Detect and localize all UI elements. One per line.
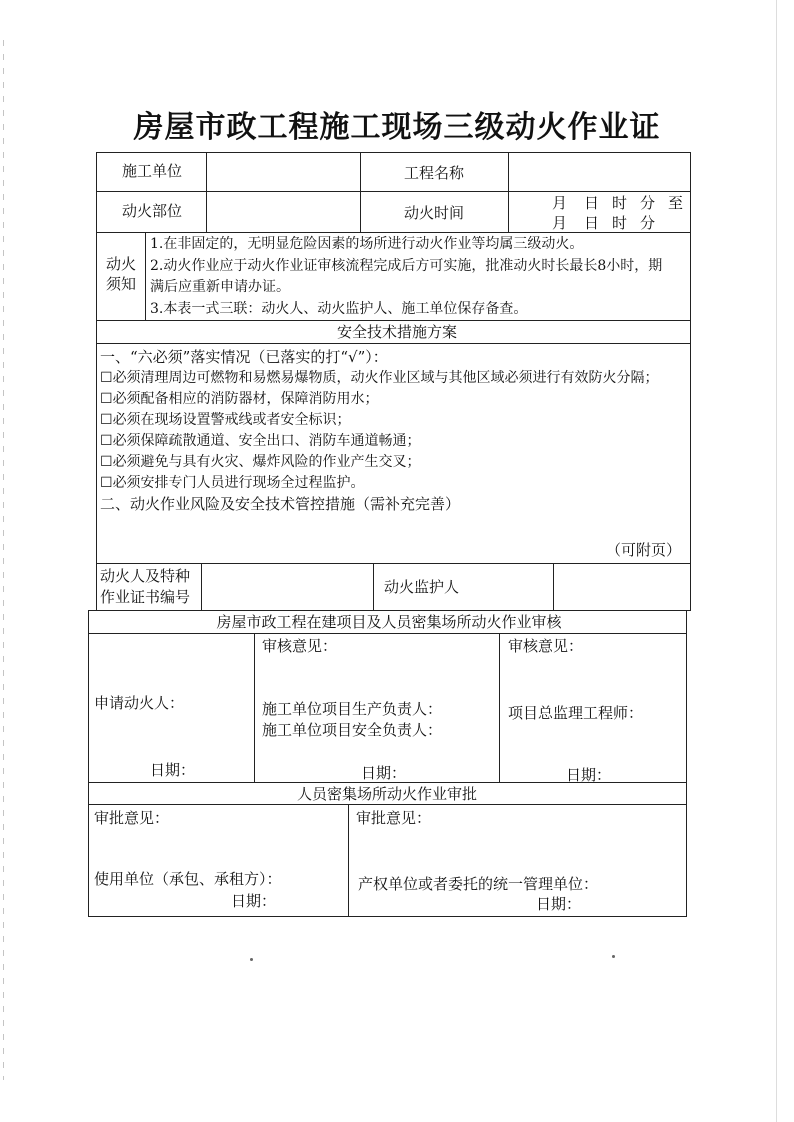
notice-line-4: 3.本表一式三联：动火人、动火监护人、施工单位保存备查。 (150, 301, 528, 317)
row-line-bottom (88, 916, 687, 917)
time-day-2: 日 (584, 214, 600, 232)
checklist-item-6[interactable] (100, 473, 365, 493)
checklist-item-5[interactable] (100, 452, 421, 472)
project-name-field[interactable] (510, 156, 688, 188)
document-title: 房屋市政工程施工现场三级动火作业证 (133, 110, 661, 145)
risk-measures-field[interactable] (100, 516, 680, 540)
notice-label-2: 须知 (106, 275, 137, 293)
notice-label-1: 动火 (106, 255, 137, 273)
approval-date-2: 日期： (536, 895, 582, 913)
review-date-2: 日期： (566, 766, 612, 784)
user-unit-label: 使用单位（承包、承租方）： (94, 870, 282, 888)
approval-date-1: 日期： (231, 892, 277, 910)
applicant-date: 日期： (150, 761, 196, 779)
people-col-2 (373, 563, 374, 610)
checklist-item-text: 必须配备相应的消防器材，保障消防用水； (112, 391, 379, 407)
supervisor-label: 动火监护人 (384, 578, 460, 596)
checklist-item-3[interactable] (100, 410, 351, 430)
notice-line-2: 2.动火作业应于动火作业证审核流程完成后方可实施，批准动火时长最长8小时，期 (150, 258, 663, 274)
review-col-2 (499, 633, 500, 782)
time-hour-1: 时 (612, 194, 628, 212)
review-opinion-2: 审核意见： (508, 637, 584, 655)
right-border-lower (686, 610, 687, 916)
fire-location-field[interactable] (206, 195, 358, 229)
left-border (96, 152, 97, 611)
operator-field[interactable] (202, 566, 372, 608)
construction-unit-field[interactable] (206, 156, 358, 188)
attach-note: （可附页） (606, 541, 682, 559)
notice-line-1: 1.在非固定的，无明显危险因素的场所进行动火作业等均属三级动火。 (150, 236, 584, 252)
time-to: 至 (668, 194, 684, 212)
review-opinion-1: 审核意见： (262, 637, 338, 655)
operator-label-1: 动火人及特种 (100, 567, 191, 585)
time-day-1: 日 (584, 194, 600, 212)
scan-dot (250, 958, 253, 961)
row-line-2 (96, 232, 691, 233)
time-minute-1: 分 (640, 194, 656, 212)
approval-col (348, 804, 349, 916)
checklist-item-text: 必须保障疏散通道、安全出口、消防车通道畅通； (112, 433, 421, 449)
right-border (690, 152, 691, 611)
fire-time-label: 动火时间 (404, 204, 465, 222)
checklist-item-1[interactable] (100, 368, 659, 388)
review-heading: 房屋市政工程在建项目及人员密集场所动火作业审核 (216, 613, 562, 631)
fire-location-label: 动火部位 (122, 202, 183, 220)
checkbox-icon[interactable]: ☐ (100, 370, 113, 386)
row-line-4 (96, 343, 691, 344)
checkbox-icon[interactable]: ☐ (100, 412, 113, 428)
chief-supervisor-label: 项目总监理工程师： (508, 704, 644, 722)
operator-label-2: 作业证书编号 (100, 588, 191, 606)
people-col-3 (553, 563, 554, 610)
checklist-item-text: 必须避免与具有火灾、爆炸风险的作业产生交叉； (112, 454, 421, 470)
checklist-item-text: 必须清理周边可燃物和易燃易爆物质，动火作业区域与其他区域必须进行有效防火分隔； (112, 370, 659, 386)
col-line-2 (360, 152, 361, 232)
col-line-3 (508, 152, 509, 232)
scan-dot (612, 955, 615, 958)
time-minute-2: 分 (640, 214, 656, 232)
production-head-label: 施工单位项目生产负责人： (262, 700, 443, 718)
checklist-item-4[interactable] (100, 431, 421, 451)
review-date-1: 日期： (361, 764, 407, 782)
time-hour-2: 时 (612, 214, 628, 232)
time-month-2: 月 (552, 214, 568, 232)
section1-heading: 一、“六必须”落实情况（已落实的打“√”）： (100, 348, 388, 366)
notice-line-3: 满后应重新申请办证。 (150, 279, 290, 295)
construction-unit-label: 施工单位 (122, 162, 183, 180)
safety-heading: 安全技术措施方案 (336, 323, 457, 341)
checklist-item-text: 必须安排专门人员进行现场全过程监护。 (112, 475, 365, 491)
applicant-label: 申请动火人： (94, 694, 185, 712)
row-line-1 (96, 191, 691, 192)
checkbox-icon[interactable]: ☐ (100, 391, 113, 407)
row-line-9 (88, 804, 687, 805)
checkbox-icon[interactable]: ☐ (100, 475, 113, 491)
left-border-lower (88, 610, 89, 916)
time-month-1: 月 (552, 194, 568, 212)
checkbox-icon[interactable]: ☐ (100, 433, 113, 449)
approval-heading: 人员密集场所动火作业审批 (296, 785, 477, 803)
row-line-6 (88, 610, 691, 611)
row-line-3 (96, 320, 691, 321)
safety-head-label: 施工单位项目安全负责人： (262, 721, 443, 739)
checklist-item-2[interactable] (100, 389, 379, 409)
approval-opinion-2: 审批意见： (356, 809, 432, 827)
row-line-5 (96, 563, 691, 564)
owner-unit-label: 产权单位或者委托的统一管理单位： (358, 875, 599, 893)
project-name-label: 工程名称 (404, 164, 465, 182)
review-col-1 (254, 633, 255, 782)
checkbox-icon[interactable]: ☐ (100, 454, 113, 470)
section2-heading: 二、动火作业风险及安全技术管控措施（需补充完善） (100, 495, 461, 513)
approval-opinion-1: 审批意见： (94, 809, 170, 827)
row-line-top (96, 152, 691, 153)
supervisor-field[interactable] (555, 566, 689, 608)
checklist-item-text: 必须在现场设置警戒线或者安全标识； (112, 412, 351, 428)
row-line-7 (88, 633, 687, 634)
notice-divider (145, 232, 146, 320)
